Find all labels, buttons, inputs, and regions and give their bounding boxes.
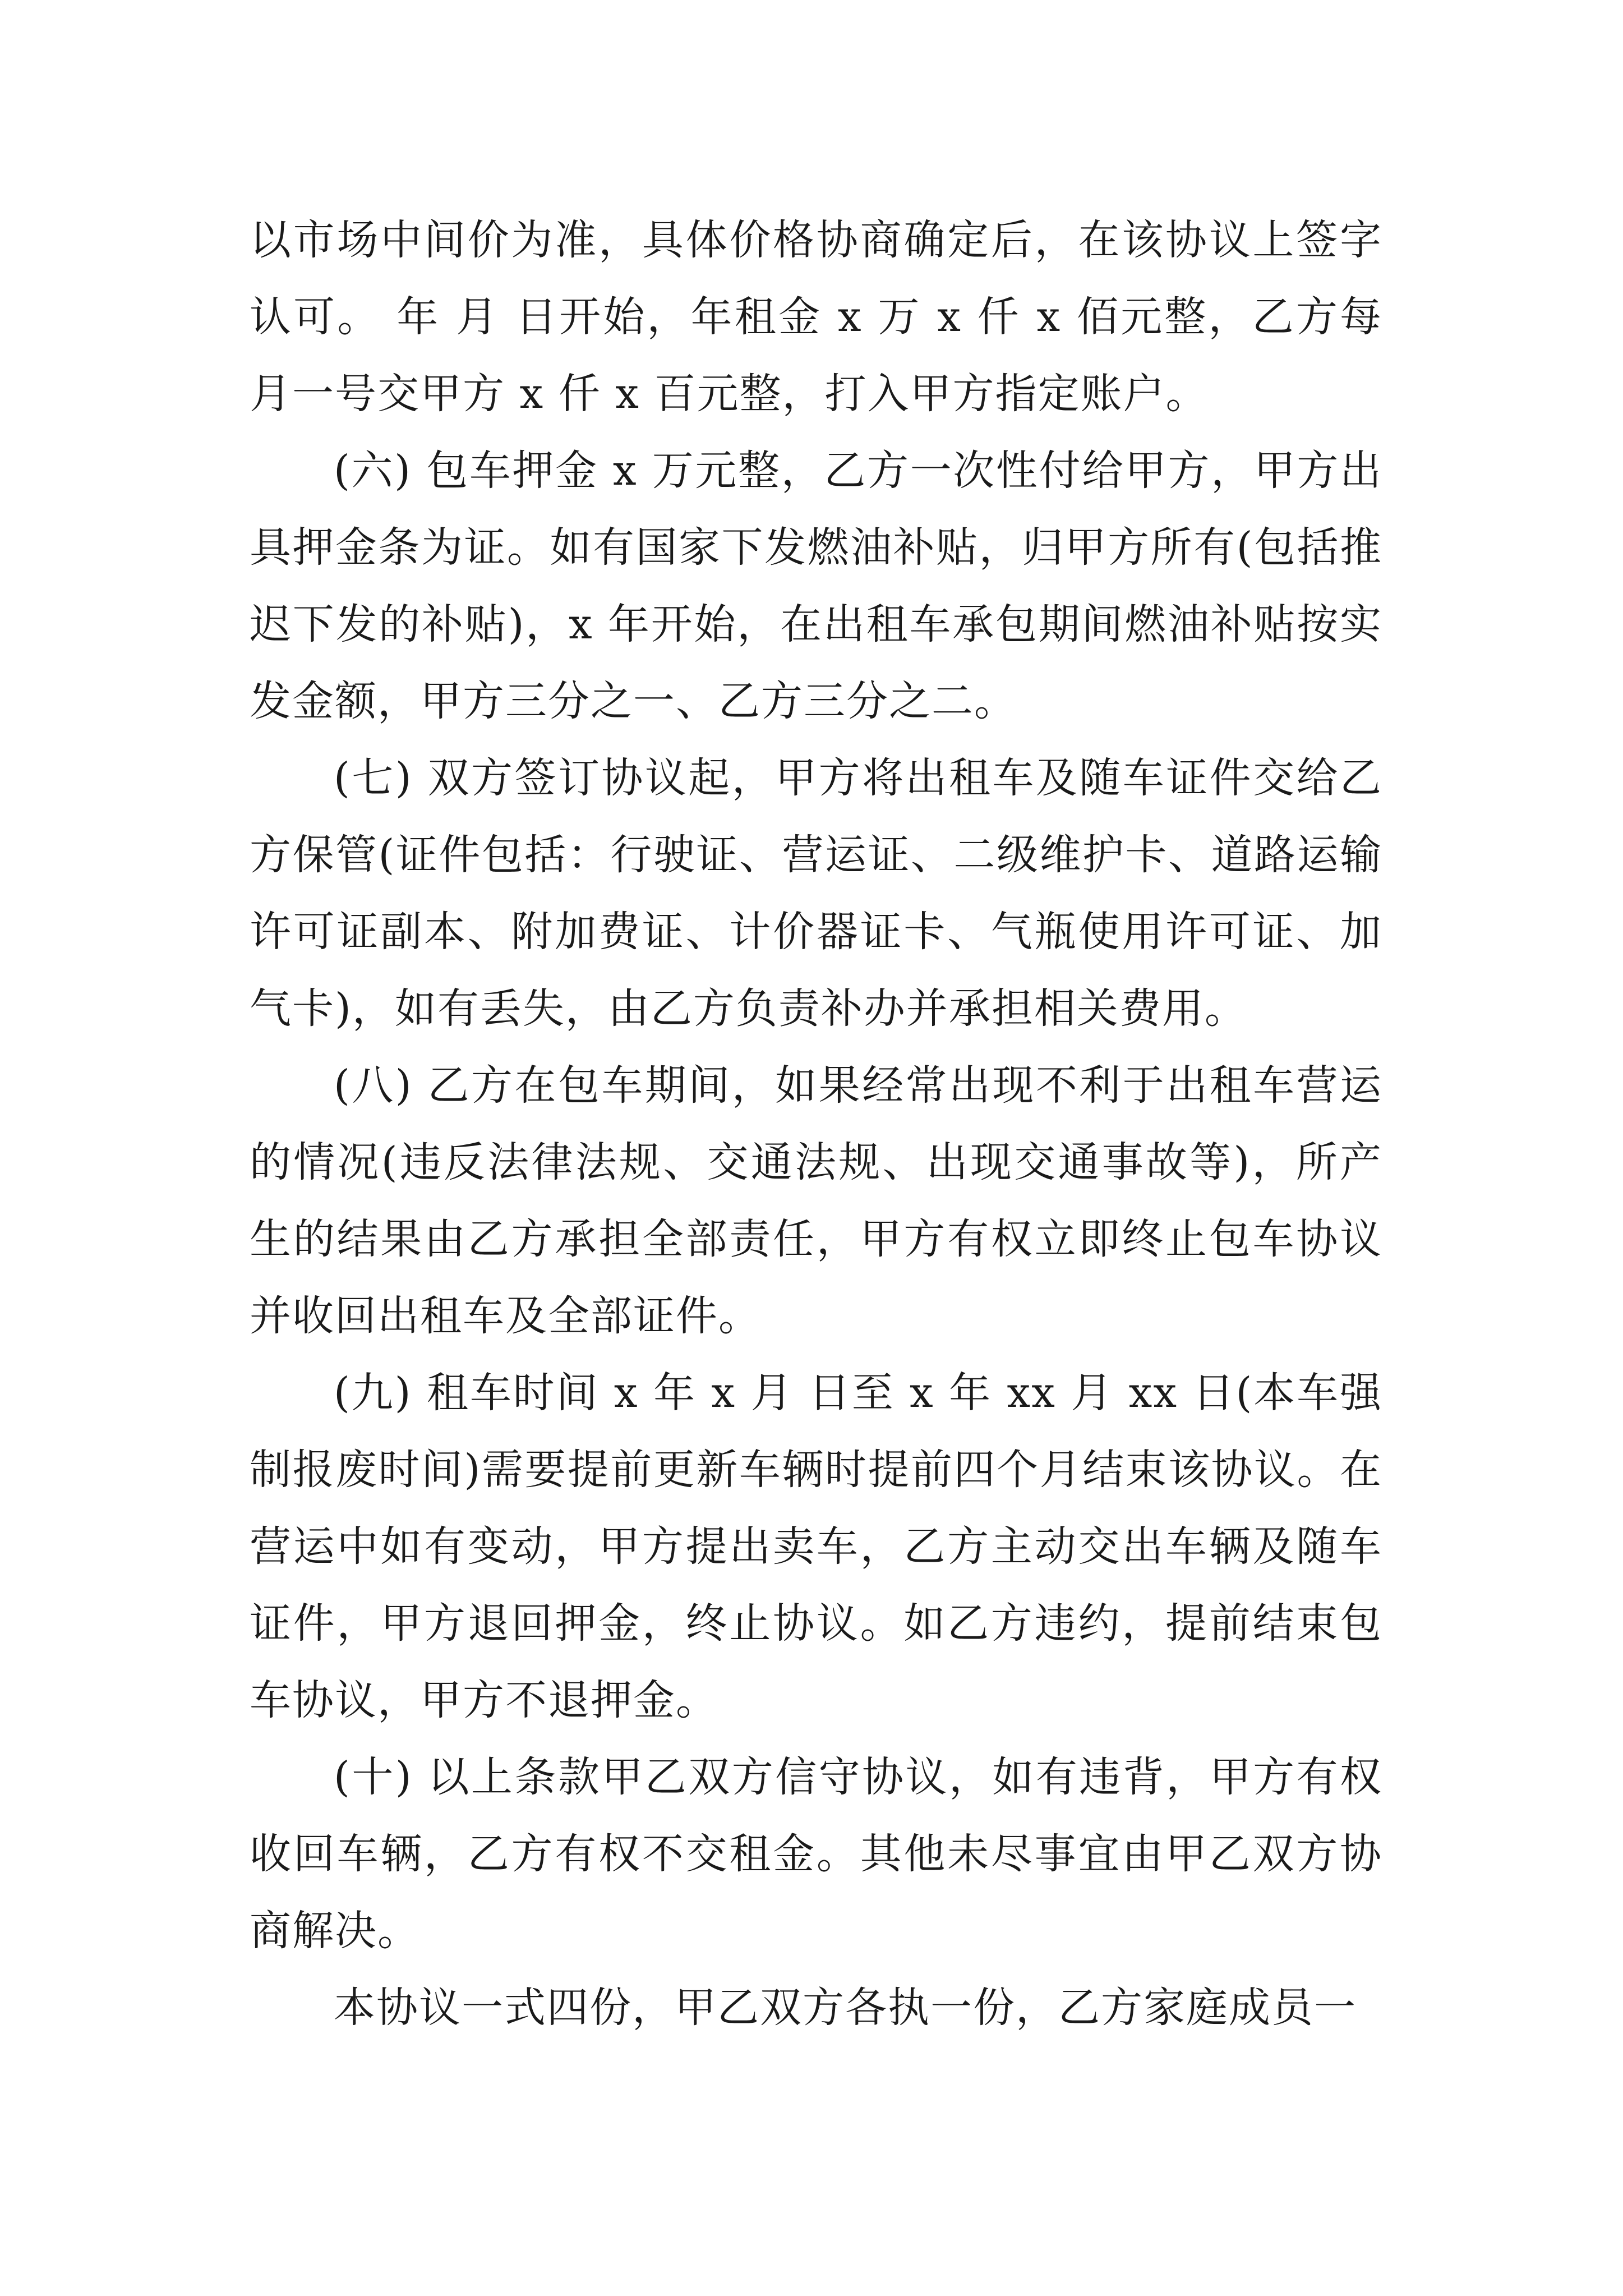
- paragraph-clause-7: (七) 双方签订协议起，甲方将出租车及随车证件交给乙方保管(证件包括：行驶证、营运证、二级维护卡、道路运输许可证副本、附加费证、计价器证卡、气瓶使用许可证、加气卡)，如有丢失，由乙方负责补办并承担相关费用。: [250, 754, 1382, 1033]
- paragraph-clause-6: (六) 包车押金 x 万元整，乙方一次性付给甲方，甲方出具押金条为证。如有国家下发燃油补贴，归甲方所有(包括推迟下发的补贴)，x 年开始，在出租车承包期间燃油补贴按实发金额，甲方三分之一、乙方三分之二。: [250, 447, 1382, 725]
- paragraph-clause-9: (九) 租车时间 x 年 x 月 日至 x 年 xx 月 xx 日(本车强制报废时间)需要提前更新车辆时提前四个月结束该协议。在营运中如有变动，甲方提出卖车，乙方主动交出车辆及随车证件，甲方退回押金，终止协议。如乙方违约，提前结束包车协议，甲方不退押金。: [250, 1369, 1382, 1724]
- paragraph-clause-10: (十) 以上条款甲乙双方信守协议，如有违背，甲方有权收回车辆，乙方有权不交租金。其他未尽事宜由甲乙双方协商解决。: [250, 1753, 1382, 1955]
- paragraph-copies: 本协议一式四份，甲乙双方各执一份，乙方家庭成员一: [334, 1984, 1357, 2032]
- document-body: [250, 202, 1382, 2046]
- paragraph-clause-8: (八) 乙方在包车期间，如果经常出现不利于出租车营运的情况(违反法律法规、交通法规、出现交通事故等)，所产生的结果由乙方承担全部责任，甲方有权立即终止包车协议并收回出租车及全部证件。: [250, 1061, 1382, 1340]
- paragraph-continuation: 以市场中间价为准，具体价格协商确定后，在该协议上签字认可。 年 月 日开始，年租金 x 万 x 仟 x 佰元整，乙方每月一号交甲方 x 仟 x 百元整，打入甲方指定账户。: [250, 216, 1382, 418]
